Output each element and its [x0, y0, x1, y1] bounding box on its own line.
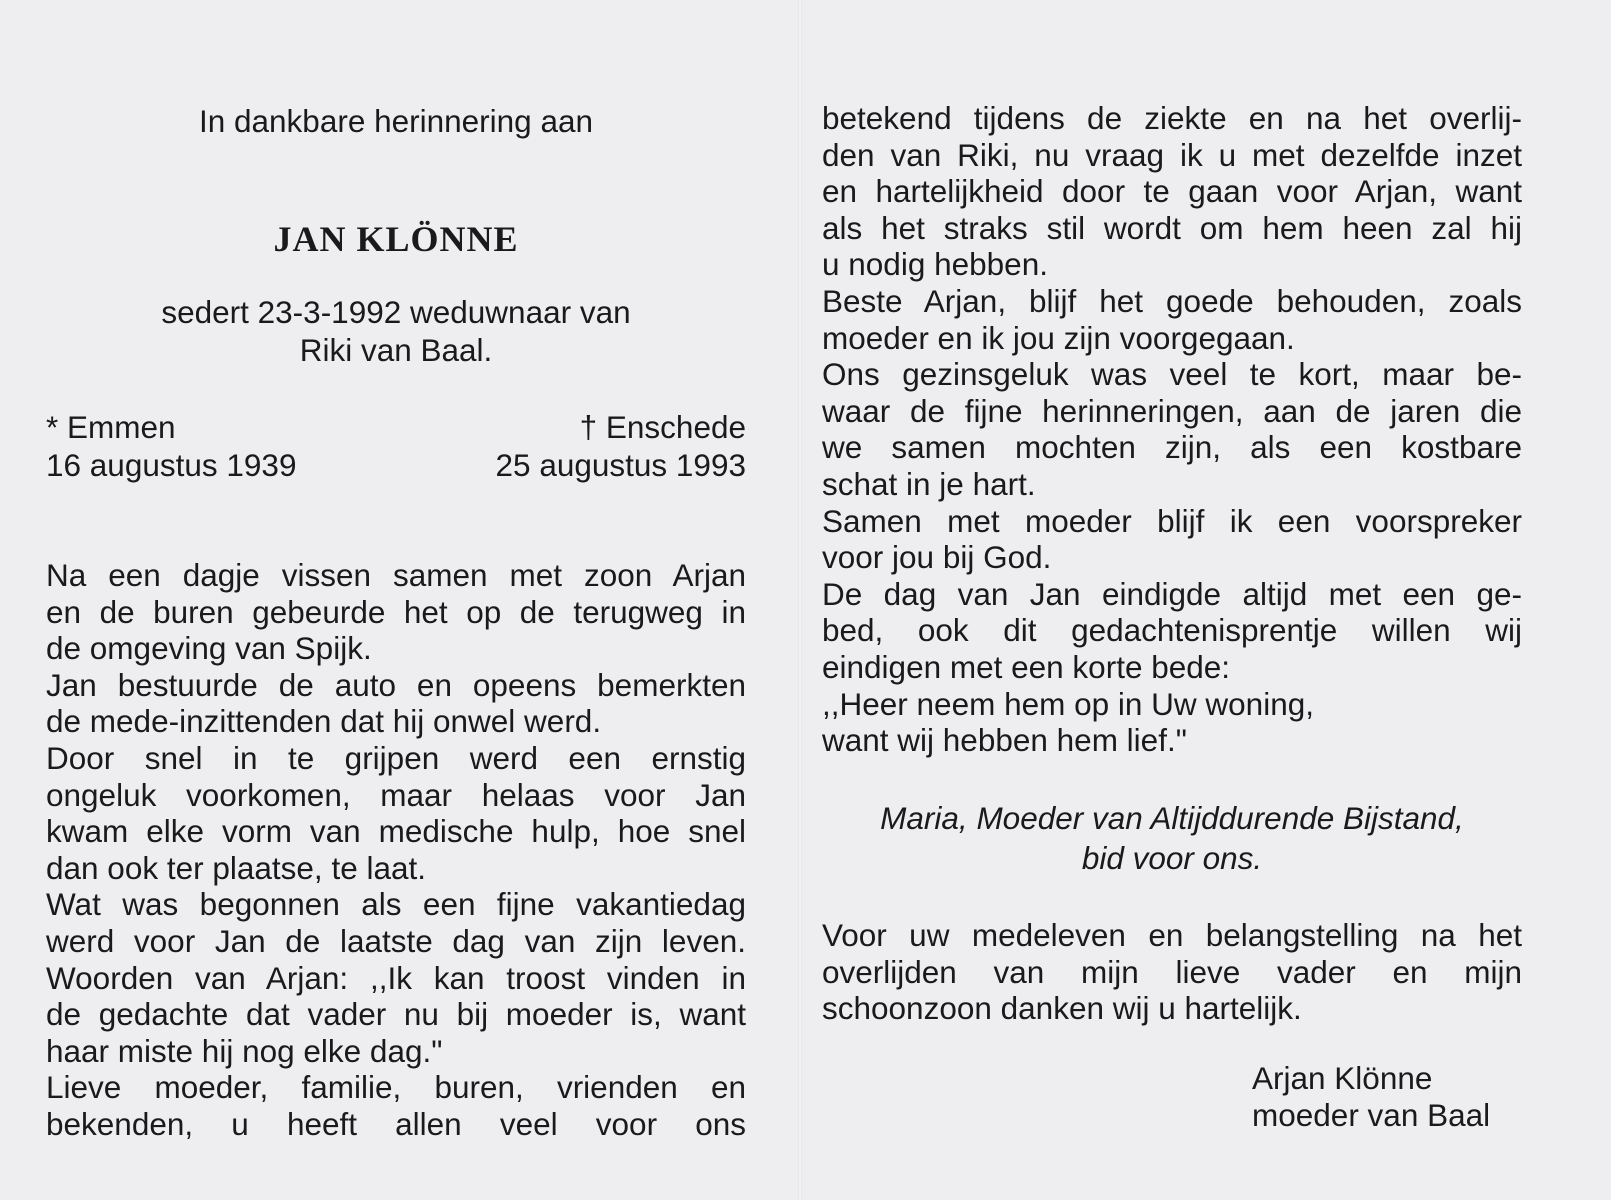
- life-dates: [46, 408, 746, 484]
- thanks-line: overlijden van mijn lieve vader en mijn: [822, 953, 1522, 990]
- story-line: voor jou bij God.: [822, 539, 1052, 576]
- card-fold-line: [798, 0, 802, 1200]
- death-place: † Enschede: [579, 409, 746, 445]
- prayer-line-2: bid voor ons.: [1081, 840, 1263, 876]
- story-line: bekenden, u heeft allen veel voor ons: [46, 1105, 746, 1142]
- story-line: en hartelijkheid door te gaan voor Arjan, want: [822, 173, 1522, 210]
- places-row: [46, 408, 746, 446]
- story-line: we samen mochten zijn, als een kostbare: [822, 429, 1522, 466]
- story-line: betekend tijdens de ziekte en na het overlij-: [822, 100, 1522, 136]
- story-line: Woorden van Arjan: ,,Ik kan troost vinden in: [46, 959, 746, 996]
- story-line: Ons gezinsgeluk was veel te kort, maar be-: [822, 356, 1522, 393]
- story-line: en de buren gebeurde het op de terugweg in: [46, 593, 746, 630]
- story-line: werd voor Jan de laatste dag van zijn leven.: [46, 922, 746, 959]
- story-text-right: [822, 100, 1522, 759]
- story-line: ongeluk voorkomen, maar helaas voor Jan: [46, 776, 746, 813]
- story-line: bed, ook dit gedachtenisprentje willen wij: [822, 612, 1522, 649]
- birth-place: * Emmen: [46, 409, 176, 445]
- thanks-text: [822, 917, 1522, 1027]
- story-line: kwam elke vorm van medische hulp, hoe snel: [46, 813, 746, 850]
- story-line: de gedachte dat vader nu bij moeder is, want: [46, 996, 746, 1033]
- story-text-left: [46, 557, 746, 1143]
- right-panel: [822, 0, 1522, 1200]
- widower-line-1: sedert 23-3-1992 weduwnaar van: [161, 294, 631, 330]
- signature-line-2: moeder van Baal: [1252, 1096, 1491, 1133]
- widower-line-2: Riki van Baal.: [299, 332, 493, 368]
- story-line: Door snel in te grijpen werd een ernstig: [46, 739, 746, 776]
- story-line: de mede-inzittenden dat hij onwel werd.: [46, 703, 602, 740]
- story-line: Samen met moeder blijf ik een voorspreker: [822, 502, 1522, 539]
- deceased-name: JAN KLÖNNE: [273, 219, 519, 259]
- story-line: u nodig hebben.: [822, 246, 1048, 283]
- left-panel: [46, 0, 746, 1200]
- marian-prayer: [822, 798, 1522, 878]
- story-line: de omgeving van Spijk.: [46, 630, 372, 667]
- story-line: moeder en ik jou zijn voorgegaan.: [822, 319, 1295, 356]
- widower-statement: [46, 293, 746, 369]
- story-line: Na een dagje vissen samen met zoon Arjan: [46, 557, 746, 593]
- story-line: eindigen met een korte bede:: [822, 648, 1231, 685]
- birth-date: 16 augustus 1939: [46, 447, 297, 483]
- story-line: waar de fijne herinneringen, aan de jaren die: [822, 392, 1522, 429]
- dates-row: [46, 446, 746, 484]
- signature-line-1: Arjan Klönne: [1252, 1060, 1433, 1096]
- story-line: den van Riki, nu vraag ik u met dezelfde inzet: [822, 136, 1522, 173]
- story-line: schat in je hart.: [822, 465, 1036, 502]
- story-line: De dag van Jan eindigde altijd met een ge-: [822, 575, 1522, 612]
- death-date: 25 augustus 1993: [495, 447, 746, 483]
- prayer-line-1: Maria, Moeder van Altijddurende Bijstand,: [880, 800, 1464, 836]
- signature-block: [1252, 1060, 1522, 1133]
- story-line: ,,Heer neem hem op in Uw woning,: [822, 685, 1314, 722]
- story-line: Jan bestuurde de auto en opeens bemerkten: [46, 666, 746, 703]
- story-line: dan ook ter plaatse, te laat.: [46, 849, 426, 886]
- story-line: Wat was begonnen als een fijne vakantiedag: [46, 886, 746, 923]
- intro-text: In dankbare herinnering aan: [198, 103, 594, 139]
- thanks-line: schoonzoon danken wij u hartelijk.: [822, 990, 1302, 1027]
- story-line: Beste Arjan, blijf het goede behouden, zoals: [822, 282, 1522, 319]
- story-line: als het straks stil wordt om hem heen zal hij: [822, 209, 1522, 246]
- story-line: haar miste hij nog elke dag.": [46, 1032, 443, 1069]
- story-line: want wij hebben hem lief.": [822, 722, 1187, 759]
- thanks-line: Voor uw medeleven en belangstelling na het: [822, 917, 1522, 953]
- story-line: Lieve moeder, familie, buren, vrienden en: [46, 1069, 746, 1106]
